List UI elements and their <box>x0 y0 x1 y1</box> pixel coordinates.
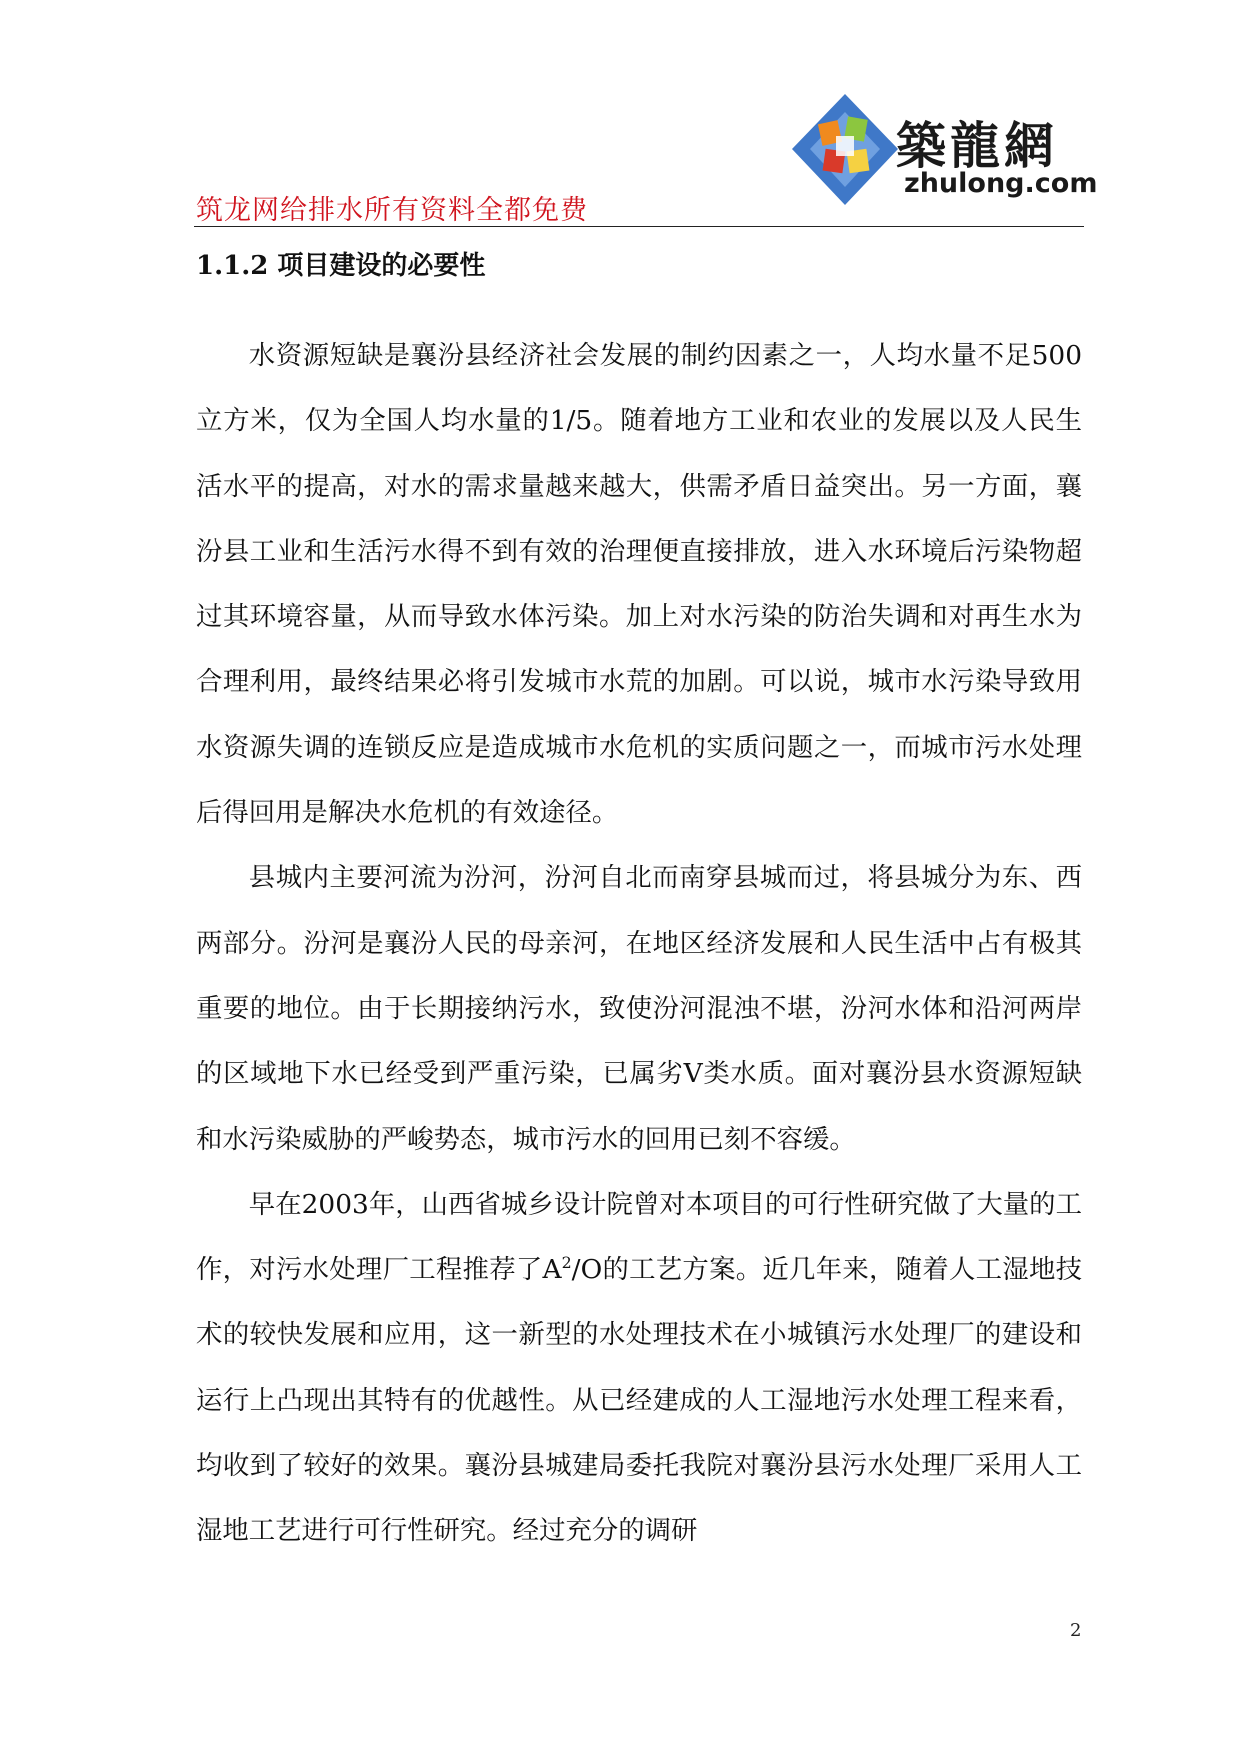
paragraph-3 <box>196 1172 1082 1564</box>
paragraph-2: 县城内主要河流为汾河，汾河自北而南穿县城而过，将县城分为东、西两部分。汾河是襄汾人民的母亲河，在地区经济发展和人民生活中占有极其重要的地位。由于长期接纳污水，致使汾河混浊不堪，汾河水体和沿河两岸的区域地下水已经受到严重污染，已属劣Ⅴ类水质。面对襄汾县水资源短缺和水污染威胁的严峻势态，城市污水的回用已刻不容缓。 <box>196 862 1082 1155</box>
superscript: 2 <box>561 1253 572 1273</box>
zhulong-logo <box>790 92 1098 212</box>
logo-english-text: zhulong.com <box>904 168 1098 199</box>
paragraph-1: 水资源短缺是襄汾县经济社会发展的制约因素之一，人均水量不足500立方米，仅为全国人均水量的1/5。随着地方工业和农业的发展以及人民生活水平的提高，对水的需求量越来越大，供需矛盾日益突出。另一方面，襄汾县工业和生活污水得不到有效的治理便直接排放，进入水环境后污染物超过其环境容量，从而导致水体污染。加上对水污染的防治失调和对再生水为合理利用，最终结果必将引发城市水荒的加剧。可以说，城市水污染导致用水资源失调的连锁反应是造成城市水危机的实质问题之一，而城市污水处理后得回用是解决水危机的有效途径。 <box>196 340 1082 829</box>
document-body <box>196 323 1082 1564</box>
logo-mark-icon <box>790 92 900 207</box>
logo-chinese-text: 築龍網 <box>896 116 1058 175</box>
paragraph-3-text-b: /O的工艺方案。近几年来，随着人工湿地技术的较快发展和应用，这一新型的水处理技术在小城镇污水处理厂的建设和运行上凸现出其特有的优越性。从已经建成的人工湿地污水处理工程来看，均收到了较好的效果。襄汾县城建局委托我院对襄汾县污水处理厂采用人工湿地工艺进行可行性研究。经过充分的调研 <box>196 1254 1083 1547</box>
page-number: 2 <box>1070 1620 1082 1641</box>
paragraph-3-text-a: 早在2003年，山西省城乡设计院曾对本项目的可行性研究做了大量的工作，对污水处理厂工程推荐了A <box>196 1188 1082 1286</box>
header-promo-text: 筑龙网给排水所有资料全都免费 <box>196 195 588 226</box>
header-divider <box>194 226 1084 227</box>
section-title: 1.1.2 项目建设的必要性 <box>196 251 486 281</box>
